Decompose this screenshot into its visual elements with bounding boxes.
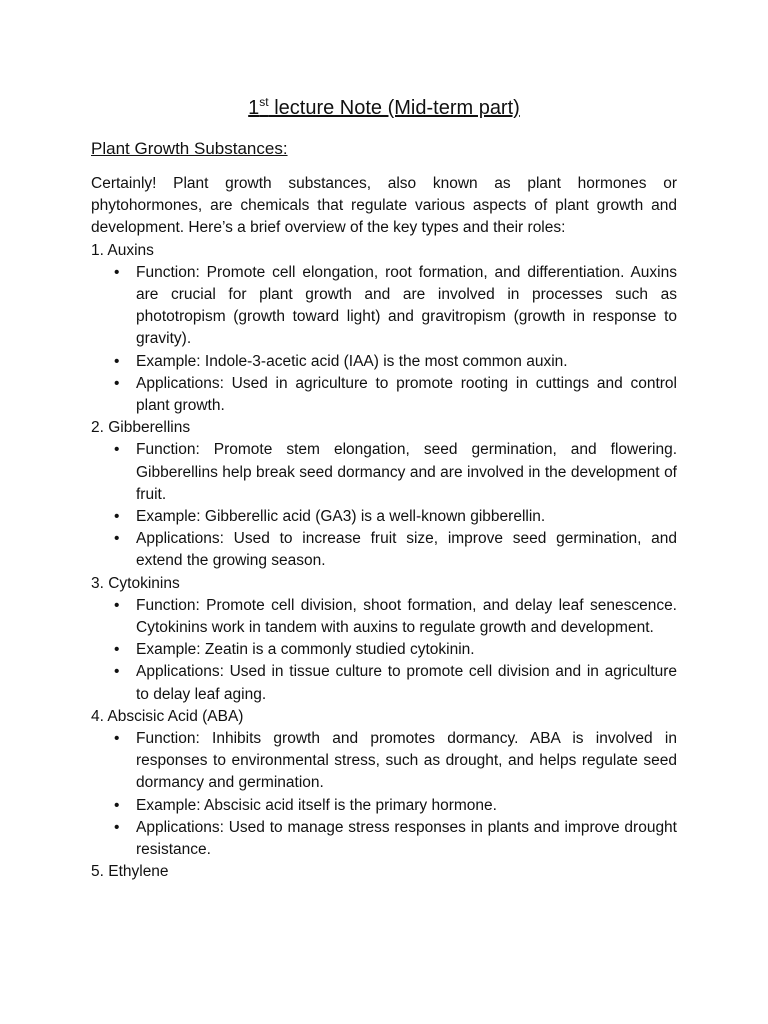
hormone-title: 4. Abscisic Acid (ABA) xyxy=(91,707,244,725)
hormone-title: 1. Auxins xyxy=(91,241,154,259)
hormone-title: 3. Cytokinins xyxy=(91,574,180,592)
bullet-list xyxy=(91,439,677,572)
hormone-section-ethylene xyxy=(91,861,677,883)
bullet-function: • Function: Promote cell division, shoot formation, and delay leaf senescence. Cytokinins work in tandem with auxins to regulate growth and development. xyxy=(136,595,677,639)
hormone-section-auxins xyxy=(91,240,677,418)
hormone-section-cytokinins xyxy=(91,573,677,706)
bullet-example: • Example: Indole-3-acetic acid (IAA) is the most common auxin. xyxy=(136,351,677,373)
bullet-function: • Function: Inhibits growth and promotes dormancy. ABA is involved in responses to environmental stress, such as drought, and helps regulate seed dormancy and germination. xyxy=(136,728,677,795)
bullet-applications: • Applications: Used to increase fruit size, improve seed germination, and extend the growing season. xyxy=(136,528,677,572)
bullet-list xyxy=(91,595,677,706)
page-title xyxy=(0,95,768,121)
bullet-example: • Example: Abscisic acid itself is the primary hormone. xyxy=(136,795,677,817)
bullet-example: • Example: Gibberellic acid (GA3) is a well-known gibberellin. xyxy=(136,506,677,528)
hormone-title: 5. Ethylene xyxy=(91,863,169,881)
intro-paragraph: Certainly! Plant growth substances, also known as plant hormones or phytohormones, are chemicals that regulate various aspects of plant growth and development. Here’s a brief overview of the key types and their roles: xyxy=(91,175,677,237)
title-ordinal-suffix: st xyxy=(259,95,269,109)
bullet-applications: • Applications: Used to manage stress responses in plants and improve drought resistance. xyxy=(136,817,677,861)
bullet-function: • Function: Promote cell elongation, root formation, and differentiation. Auxins are crucial for plant growth and are involved in processes such as phototropism (growth toward light) and gravitropism (growth in response to gravity). xyxy=(136,262,677,351)
bullet-function: • Function: Promote stem elongation, seed germination, and flowering. Gibberellins help break seed dormancy and are involved in the development of fruit. xyxy=(136,439,677,506)
document-body xyxy=(91,173,677,884)
bullet-list xyxy=(91,728,677,861)
bullet-example: • Example: Zeatin is a commonly studied cytokinin. xyxy=(136,639,677,661)
title-text: lecture Note (Mid-term part) xyxy=(268,97,520,119)
section-heading: Plant Growth Substances: xyxy=(91,139,288,158)
title-ordinal: 1 xyxy=(248,97,260,119)
bullet-applications: • Applications: Used in agriculture to promote rooting in cuttings and control plant growth. xyxy=(136,373,677,417)
hormone-section-gibberellins xyxy=(91,417,677,572)
bullet-applications: • Applications: Used in tissue culture to promote cell division and in agriculture to delay leaf aging. xyxy=(136,661,677,705)
hormone-title: 2. Gibberellins xyxy=(91,419,191,437)
hormone-section-abscisic-acid xyxy=(91,706,677,861)
bullet-list xyxy=(91,262,677,417)
